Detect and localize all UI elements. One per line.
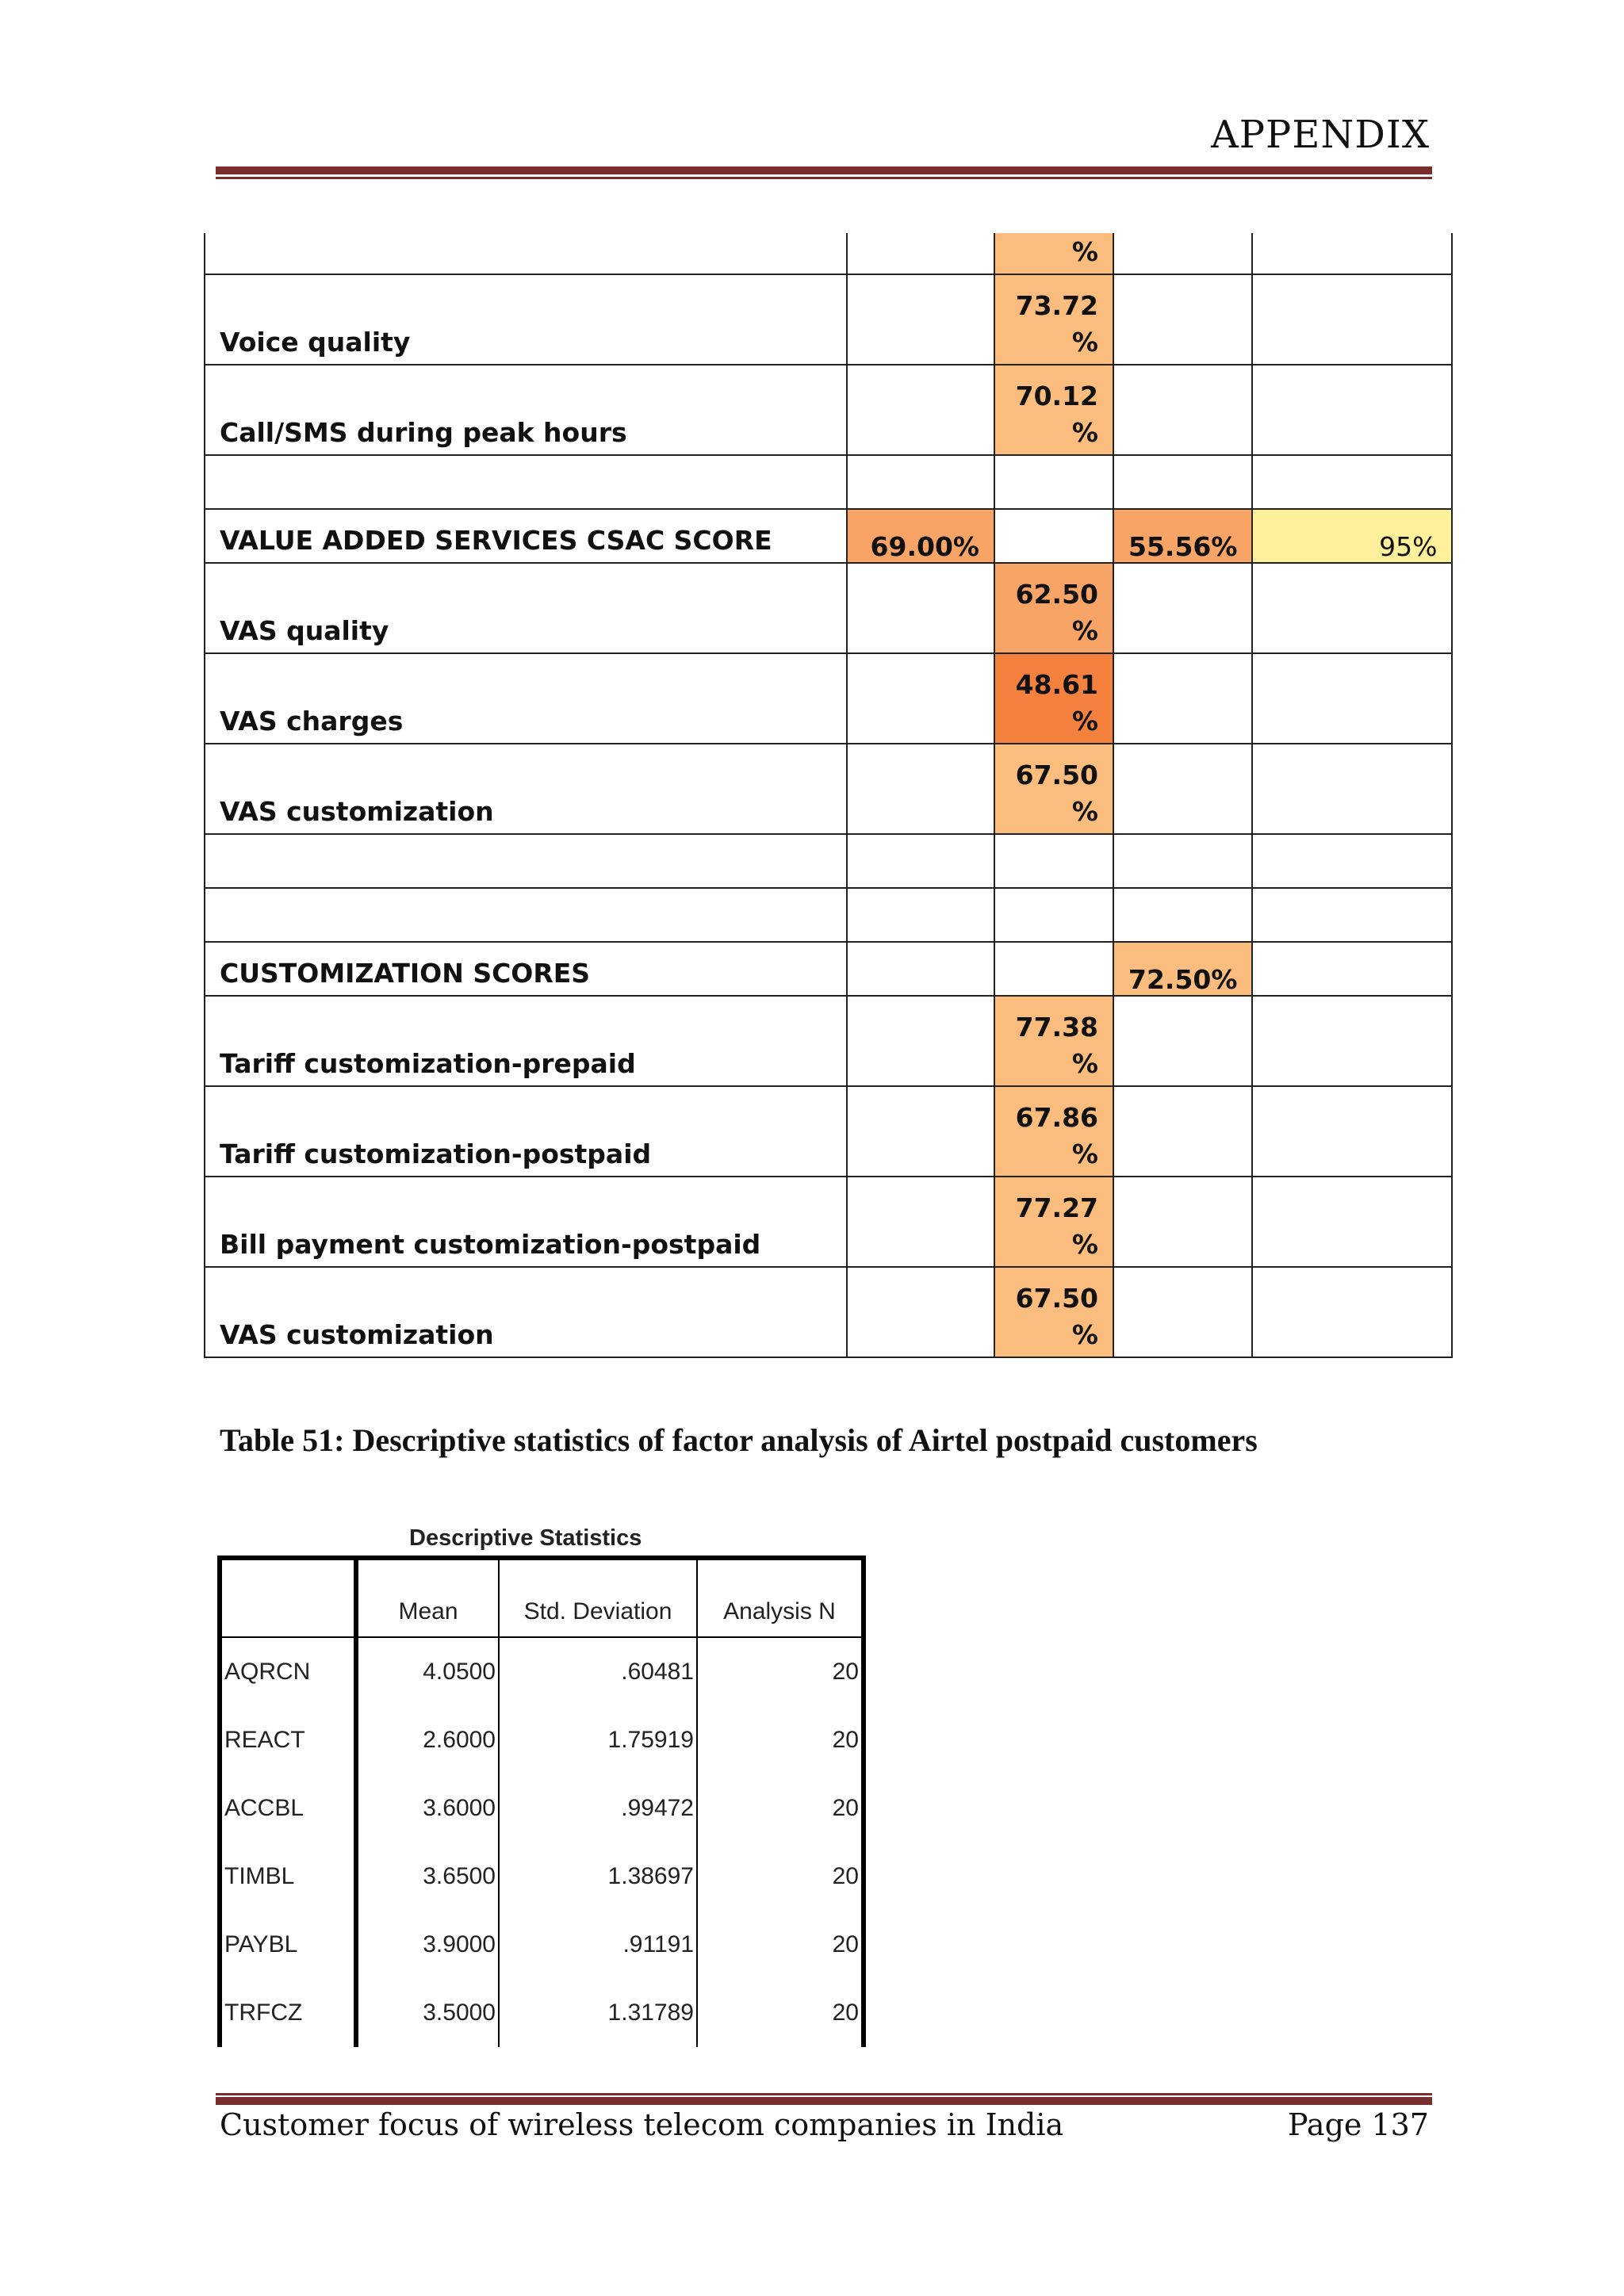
cell-col1 [847,455,994,509]
cell-col3 [1113,744,1252,834]
table-row [220,1637,864,1706]
cell-col1 [847,942,994,996]
table-row [205,365,1452,455]
cell-mean: 2.6000 [356,1706,499,1774]
csac-score-table [204,233,1453,1358]
cell-col1 [847,996,994,1086]
table-row [220,1774,864,1843]
cell-std-deviation: 1.38697 [499,1843,697,1911]
cell-col3: 72.50% [1113,942,1252,996]
row-label: Tariff customization-prepaid [205,996,847,1086]
cell-col3 [1113,653,1252,744]
cell-std-deviation: 1.31789 [499,1979,697,2047]
page-number: Page 137 [1288,2107,1429,2142]
table-row [205,653,1452,744]
cell-col1 [847,1267,994,1357]
table-row [205,744,1452,834]
cell-std-deviation: .99472 [499,1774,697,1843]
cell-col3 [1113,996,1252,1086]
row-label [205,455,847,509]
cell-score: 62.50 % [994,563,1113,653]
cell-col1 [847,1177,994,1267]
cell-col4 [1252,455,1452,509]
stats-header-row [220,1558,864,1637]
cell-col4 [1252,996,1452,1086]
row-label: VAS charges [205,653,847,744]
cell-col3 [1113,563,1252,653]
cell-col1 [847,233,994,274]
cell-col1 [847,1086,994,1177]
row-label: Tariff customization-postpaid [205,1086,847,1177]
table-row [205,996,1452,1086]
footer-text: Customer focus of wireless telecom companies in India [220,2107,1064,2142]
row-label: CUSTOMIZATION SCORES [205,942,847,996]
cell-score: 67.86 % [994,1086,1113,1177]
cell-col4 [1252,888,1452,942]
table-caption: Table 51: Descriptive statistics of factor analysis of Airtel postpaid customers [220,1422,1258,1458]
table-row [205,563,1452,653]
cell-score: 77.38 % [994,996,1113,1086]
cell-col3: 55.56% [1113,509,1252,563]
cell-col4 [1252,233,1452,274]
table-row [205,942,1452,996]
cell-score [994,888,1113,942]
row-variable: PAYBL [220,1911,356,1979]
cell-score: 67.50 % [994,1267,1113,1357]
cell-col3 [1113,888,1252,942]
cell-col4 [1252,744,1452,834]
table-row [205,233,1452,274]
cell-col4 [1252,563,1452,653]
cell-col4 [1252,274,1452,365]
table-row [205,1086,1452,1177]
header-std-deviation: Std. Deviation [499,1558,697,1637]
stats-table-title: Descriptive Statistics [409,1525,642,1551]
table-row [205,1177,1452,1267]
header-rule-thick [216,166,1432,174]
cell-col3 [1113,1267,1252,1357]
cell-mean: 3.9000 [356,1911,499,1979]
cell-col1 [847,744,994,834]
cell-col4: 95% [1252,509,1452,563]
cell-col4 [1252,1177,1452,1267]
cell-analysis-n: 20 [697,1774,864,1843]
cell-mean: 3.6500 [356,1843,499,1911]
cell-analysis-n: 20 [697,1706,864,1774]
cell-mean: 4.0500 [356,1637,499,1706]
cell-col3 [1113,1086,1252,1177]
footer-rule-thin [216,2093,1432,2095]
row-label: Call/SMS during peak hours [205,365,847,455]
footer-rule-thick [216,2097,1432,2105]
cell-score: 70.12 % [994,365,1113,455]
table-row [220,1843,864,1911]
row-variable: AQRCN [220,1637,356,1706]
cell-score: 73.72 % [994,274,1113,365]
row-label: VAS customization [205,1267,847,1357]
cell-col4 [1252,653,1452,744]
table-row [205,274,1452,365]
cell-col3 [1113,455,1252,509]
cell-score: % [994,233,1113,274]
header-rule-thin [216,177,1432,179]
cell-col3 [1113,1177,1252,1267]
table-row [220,1706,864,1774]
header-analysis-n: Analysis N [697,1558,864,1637]
table-row [205,834,1452,888]
cell-std-deviation: .60481 [499,1637,697,1706]
cell-col1 [847,365,994,455]
row-variable: TRFCZ [220,1979,356,2047]
cell-std-deviation: 1.75919 [499,1706,697,1774]
cell-score [994,455,1113,509]
row-label: VALUE ADDED SERVICES CSAC SCORE [205,509,847,563]
cell-col4 [1252,1086,1452,1177]
descriptive-stats-table [217,1556,866,2047]
cell-analysis-n: 20 [697,1843,864,1911]
cell-mean: 3.5000 [356,1979,499,2047]
cell-score: 48.61 % [994,653,1113,744]
cell-col4 [1252,365,1452,455]
page-header-title: APPENDIX [1211,113,1430,157]
row-variable: TIMBL [220,1843,356,1911]
row-label [205,834,847,888]
row-label: Voice quality [205,274,847,365]
cell-col1 [847,888,994,942]
cell-col1: 69.00% [847,509,994,563]
table-row [205,509,1452,563]
cell-col1 [847,563,994,653]
cell-col4 [1252,834,1452,888]
cell-col1 [847,653,994,744]
cell-col1 [847,274,994,365]
row-label: VAS quality [205,563,847,653]
row-label [205,888,847,942]
header-blank [220,1558,356,1637]
cell-col4 [1252,942,1452,996]
row-variable: ACCBL [220,1774,356,1843]
header-mean: Mean [356,1558,499,1637]
cell-col4 [1252,1267,1452,1357]
table-row [220,1979,864,2047]
cell-score [994,942,1113,996]
table-row [205,1267,1452,1357]
cell-score [994,834,1113,888]
cell-col3 [1113,233,1252,274]
cell-score: 77.27 % [994,1177,1113,1267]
cell-score: 67.50 % [994,744,1113,834]
row-label [205,233,847,274]
table-row [205,888,1452,942]
cell-col3 [1113,274,1252,365]
cell-col3 [1113,834,1252,888]
table-row [205,455,1452,509]
cell-col1 [847,834,994,888]
table-row [220,1911,864,1979]
cell-analysis-n: 20 [697,1979,864,2047]
cell-col3 [1113,365,1252,455]
cell-std-deviation: .91191 [499,1911,697,1979]
cell-score [994,509,1113,563]
row-label: VAS customization [205,744,847,834]
row-variable: REACT [220,1706,356,1774]
cell-analysis-n: 20 [697,1637,864,1706]
row-label: Bill payment customization-postpaid [205,1177,847,1267]
cell-mean: 3.6000 [356,1774,499,1843]
cell-analysis-n: 20 [697,1911,864,1979]
